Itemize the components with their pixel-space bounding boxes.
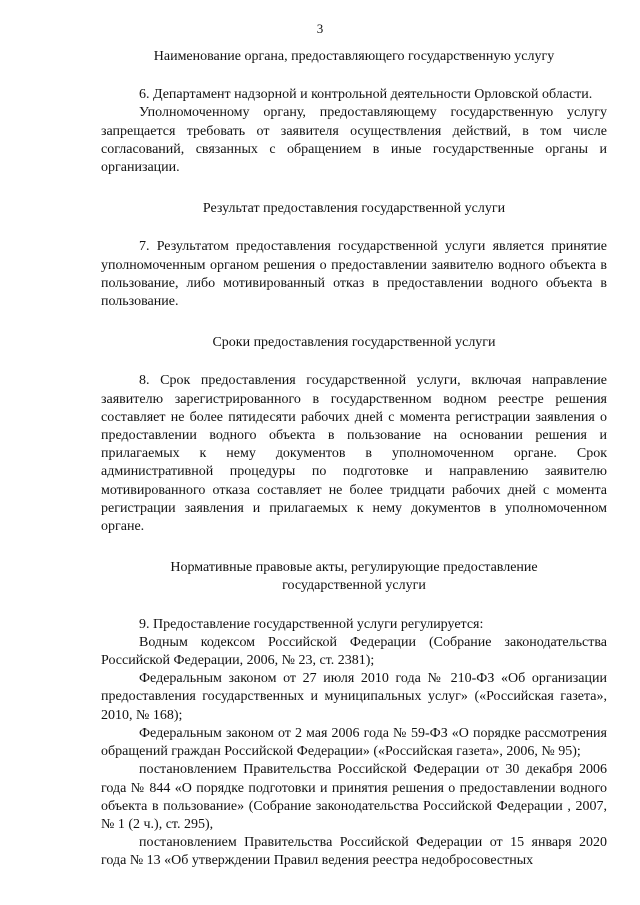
paragraph-8: 8. Срок предоставления государственной услуги, включая направление заявителю зарегистрированного в государственном водном реестре решения составляет не более пятидесяти рабочих дней с момента регистрации заявления о предоставлении водного объекта в пользование на основании решения и прилагаемых к нему документов в уполномоченном органе. Срок административной процедуры по подготовке и направлению заявителю мотивированного отказа составляет не более тридцати рабочих дней с момента регистрации заявления и прилагаемых к нему документов в уполномоченном органе. [101, 373, 607, 535]
list-item-water-code: Водным кодексом Российской Федерации (Собрание законодательства Российской Федерации, 2006, № 23, ст. 2381); [101, 634, 607, 669]
list-item-resolution-844: постановлением Правительства Российской Федерации от 30 декабря 2006 года № 844 «О порядке подготовки и принятия решения о предоставлении водного объекта в пользование» (Собрание законодательства Российской Федерации , 2007, № 1 (2 ч.), ст. 295), [101, 762, 607, 832]
list-item-law-210: Федеральным законом от 27 июля 2010 года № 210-ФЗ «Об организации предоставления государственных и муниципальных услуг» («Российская газета», 2010, № 168); [101, 671, 607, 723]
section-heading-regulations-line2: государственной услуги [282, 578, 426, 594]
page-number: 3 [316, 21, 324, 36]
list-item-resolution-13: постановлением Правительства Российской Федерации от 15 января 2020 года № 13 «Об утверждении Правил ведения реестра недобросовестных [101, 835, 607, 869]
paragraph-6-restriction: Уполномоченному органу, предоставляющему государственную услугу запрещается требовать от заявителя осуществления действий, в том числе согласований, связанных с обращением в иные государственные органы и организации. [101, 105, 607, 176]
paragraph-6: 6. Департамент надзорной и контрольной деятельности Орловской области. [139, 87, 593, 103]
section-heading-terms: Сроки предоставления государственной услуги [212, 335, 496, 351]
paragraph-9: 9. Предоставление государственной услуги регулируется: [139, 616, 484, 632]
list-item-law-59: Федеральным законом от 2 мая 2006 года № 59-ФЗ «О порядке рассмотрения обращений граждан Российской Федерации» («Российская газета», 2006, № 95); [101, 725, 607, 760]
section-heading-regulations-line1: Нормативные правовые акты, регулирующие предоставление [170, 560, 538, 576]
paragraph-7: 7. Результатом предоставления государственной услуги является принятие уполномоченным органом решения о предоставлении заявителю водного объекта в пользование, либо мотивированный отказ в предоставлении водного объекта в пользование. [101, 239, 607, 310]
section-heading-provider: Наименование органа, предоставляющего государственную услугу [153, 49, 555, 64]
section-heading-regulations [101, 559, 607, 595]
document-body [101, 48, 607, 871]
section-heading-result: Результат предоставления государственной услуги [202, 201, 506, 217]
